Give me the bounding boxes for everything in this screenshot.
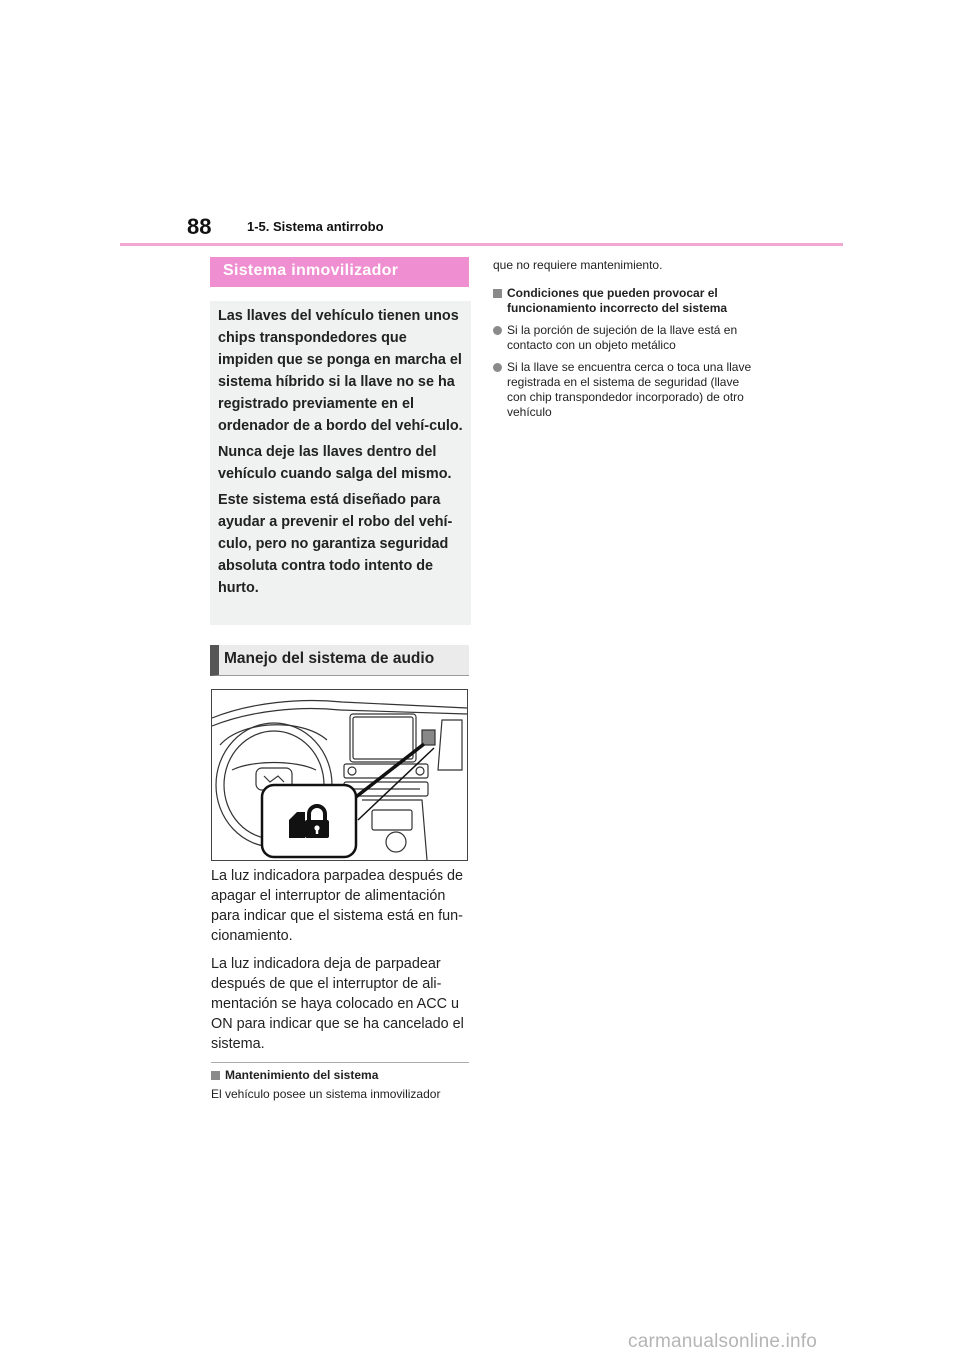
intro-paragraph: Nunca deje las llaves dentro del vehículo cuando salga del mismo. [218, 444, 452, 482]
list-item-text: Si la llave se encuentra cerca o toca una llave registrada en el sistema de seguridad (llave con chip transpondedor incorporado) de otro vehículo [507, 360, 752, 419]
maintenance-heading-text: Mantenimiento del sistema [225, 1068, 379, 1082]
immobilizer-intro-box [210, 301, 471, 625]
dashboard-illustration [211, 689, 468, 861]
audio-paragraph: La luz indicadora deja de parpadear después de que el interruptor de ali-mentación se haya colocado en ACC u ON para indicar que se ha cancelado el sistema. [211, 956, 464, 1052]
list-item-text: Si la porción de sujeción de la llave está en contacto con un objeto metálico [507, 323, 738, 352]
intro-paragraph: Las llaves del vehículo tienen unos chips transpondedores que impiden que se ponga en marcha el sistema híbrido si la llave no se ha registrado previamente en el ordenador de a bordo del vehí-culo. [218, 308, 463, 434]
audio-paragraph: La luz indicadora parpadea después de apagar el interruptor de alimentación para indicar que el sistema está en fun-cionamiento. [211, 868, 464, 944]
list-item [493, 360, 755, 420]
maintenance-block [211, 1068, 473, 1102]
audio-heading: Manejo del sistema de audio [210, 645, 469, 676]
intro-paragraph: Este sistema está diseñado para ayudar a prevenir el robo del vehí-culo, pero no garantiza seguridad absoluta contra todo intento de hurto. [218, 492, 453, 596]
round-bullet-icon [493, 326, 502, 335]
square-bullet-icon [493, 289, 502, 298]
audio-body [211, 866, 473, 1062]
watermark: carmanualsonline.info [628, 1331, 818, 1352]
immobilizer-heading: Sistema inmovilizador [210, 257, 469, 287]
header-rule [120, 243, 843, 246]
round-bullet-icon [493, 363, 502, 372]
malfunction-heading-text: Condiciones que pueden provocar el funcionamiento incorrecto del sistema [507, 286, 728, 315]
maintenance-text-continued: que no requiere mantenimiento. [493, 258, 663, 272]
right-column [493, 258, 755, 420]
square-bullet-icon [211, 1071, 220, 1080]
page-number: 88 [187, 214, 212, 239]
lock-indicator-icon [287, 804, 333, 840]
section-divider [211, 1062, 469, 1063]
maintenance-text: El vehículo posee un sistema inmovilizador [211, 1087, 441, 1101]
list-item [493, 323, 755, 353]
maintenance-heading [211, 1068, 473, 1083]
section-title: 1-5. Sistema antirrobo [247, 219, 384, 234]
malfunction-heading [493, 286, 755, 316]
